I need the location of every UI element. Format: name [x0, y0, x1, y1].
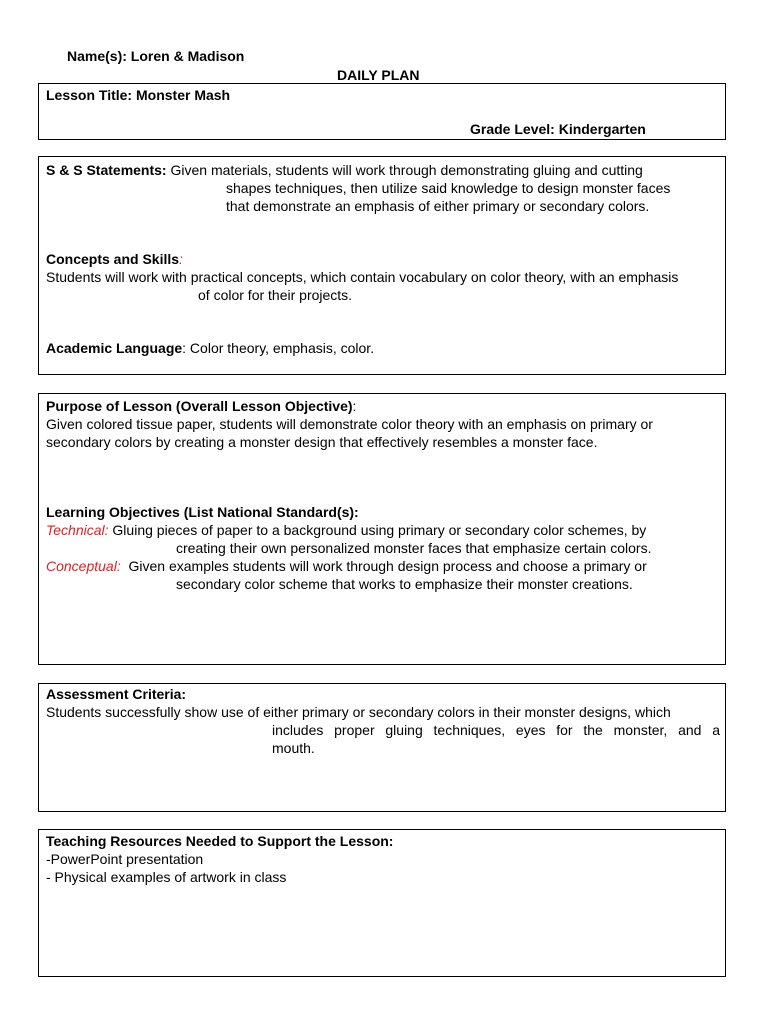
- technical-line2: creating their own personalized monster faces that emphasize certain colors.: [176, 540, 652, 556]
- academic-label: Academic Language: [46, 340, 183, 356]
- lesson-info-box: [38, 83, 726, 140]
- purpose-box: [38, 393, 726, 665]
- concepts-line1: Students will work with practical concepts, which contain vocabulary on color theory, with an emphasis: [46, 269, 679, 285]
- academic-language: [46, 339, 374, 357]
- conceptual-text1: Given examples students will work through design process and choose a primary or: [120, 558, 647, 574]
- assessment-line1: Students successfully show use of either primary or secondary colors in their monster designs, which: [46, 704, 671, 720]
- resource-item: - Physical examples of artwork in class: [46, 869, 287, 885]
- statements-box: [38, 156, 726, 375]
- objectives-heading: Learning Objectives (List National Standard(s):: [46, 504, 359, 520]
- purpose-label: Purpose of Lesson (Overall Lesson Objective): [46, 398, 353, 414]
- purpose-line1: Given colored tissue paper, students will demonstrate color theory with an emphasis on primary or: [46, 416, 653, 432]
- assessment-heading: Assessment Criteria:: [46, 686, 187, 702]
- ss-statement-line1: [46, 161, 643, 179]
- ss-text1: Given materials, students will work through demonstrating gluing and cutting: [170, 162, 643, 178]
- purpose-heading: [46, 397, 356, 415]
- purpose-colon: :: [352, 398, 357, 414]
- ss-statement-line3: that demonstrate an emphasis of either primary or secondary colors.: [226, 198, 650, 214]
- resource-item: -PowerPoint presentation: [46, 851, 204, 867]
- technical-line1: [46, 521, 646, 539]
- concepts-heading: [46, 250, 183, 268]
- resources-box: [38, 829, 726, 977]
- assessment-line3: mouth.: [272, 740, 315, 756]
- conceptual-label: Conceptual:: [46, 558, 121, 574]
- concepts-colon: :: [179, 251, 183, 267]
- document-title: DAILY PLAN: [337, 67, 420, 83]
- technical-label: Technical:: [46, 522, 109, 538]
- grade-level: Grade Level: Kindergarten: [470, 121, 646, 137]
- concepts-line2: of color for their projects.: [198, 287, 353, 303]
- names-line: Name(s): Loren & Madison: [67, 48, 245, 64]
- lesson-title: Lesson Title: Monster Mash: [46, 87, 231, 103]
- ss-label: S & S Statements:: [46, 162, 167, 178]
- assessment-line2: includes proper gluing techniques, eyes for the monster, and a: [272, 722, 720, 738]
- purpose-line2: secondary colors by creating a monster design that effectively resembles a monster face.: [46, 434, 598, 450]
- conceptual-line1: [46, 557, 647, 575]
- concepts-label: Concepts and Skills: [46, 251, 180, 267]
- technical-text1: Gluing pieces of paper to a background using primary or secondary color schemes, by: [108, 522, 647, 538]
- academic-text: : Color theory, emphasis, color.: [182, 340, 375, 356]
- ss-statement-line2: shapes techniques, then utilize said knowledge to design monster faces: [226, 180, 671, 196]
- resources-heading: Teaching Resources Needed to Support the Lesson:: [46, 833, 394, 849]
- assessment-box: [38, 683, 726, 812]
- conceptual-line2: secondary color scheme that works to emphasize their monster creations.: [176, 576, 633, 592]
